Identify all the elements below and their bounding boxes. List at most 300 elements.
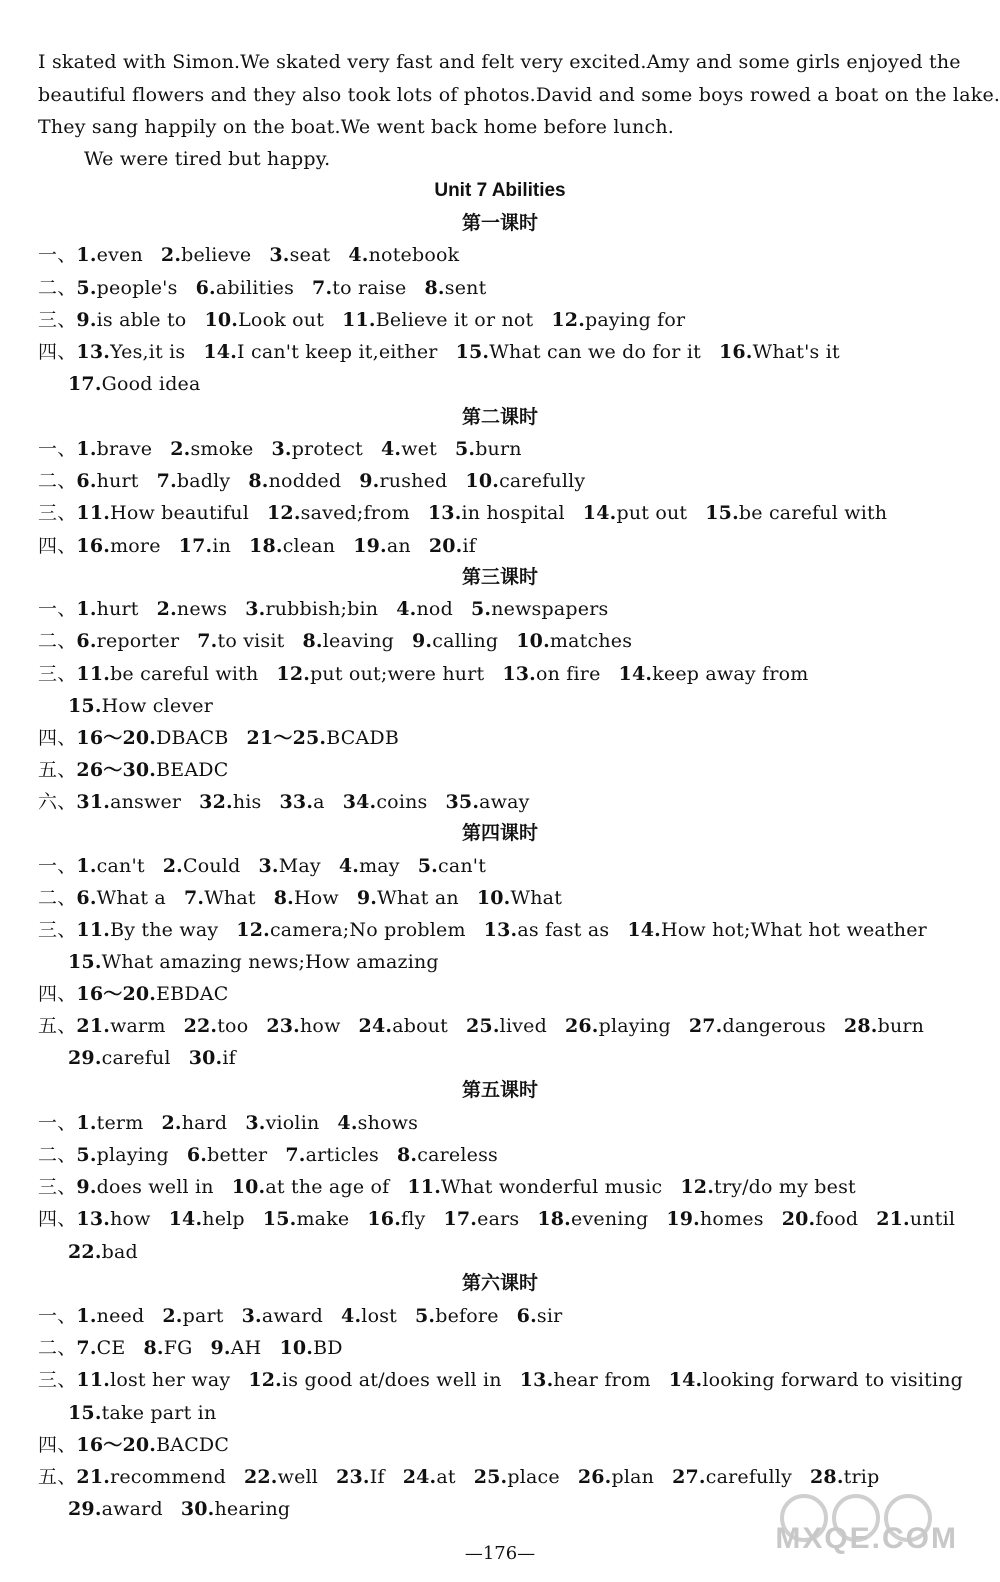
answer-number: 19. <box>353 535 387 557</box>
answer-text: BACDC <box>156 1434 230 1456</box>
answer-item <box>565 1015 671 1037</box>
answer-number: 26. <box>577 1466 612 1488</box>
answer-number: 2. <box>162 855 183 877</box>
answer-text: if <box>462 535 477 557</box>
section-prefix: 一、 <box>38 1112 77 1134</box>
answer-text: BEADC <box>156 759 229 781</box>
answer-number: 14. <box>168 1208 203 1230</box>
answer-text: AH <box>230 1337 262 1359</box>
answer-item <box>782 1208 859 1230</box>
answer-text: take part in <box>101 1402 217 1424</box>
answer-item <box>280 791 325 813</box>
answer-text: camera;No problem <box>269 919 466 941</box>
answer-text: on fire <box>535 663 601 685</box>
answer-item <box>242 1305 323 1327</box>
answer-number: 28. <box>843 1015 878 1037</box>
answer-number: 25. <box>466 1015 500 1037</box>
answer-text: saved;from <box>300 502 410 524</box>
answer-text: can't <box>438 855 487 877</box>
answer-number: 2. <box>162 1305 183 1327</box>
answer-number: 16～20. <box>76 983 157 1005</box>
answer-text: award <box>261 1305 324 1327</box>
section-prefix: 二、 <box>38 1337 77 1359</box>
answer-number: 5. <box>417 855 438 877</box>
answer-text: well <box>277 1466 319 1488</box>
answer-text: nod <box>416 598 453 620</box>
section-prefix: 四、 <box>38 341 77 363</box>
answer-text: put out <box>616 502 688 524</box>
answer-number: 13. <box>519 1369 554 1391</box>
answer-text: be careful with <box>738 502 888 524</box>
lesson-title: 第五课时 <box>461 1079 538 1101</box>
answer-text: brave <box>96 438 153 460</box>
answer-number: 9. <box>76 1176 97 1198</box>
answer-number: 10. <box>204 309 239 331</box>
answer-item <box>76 1144 168 1166</box>
section-prefix: 四、 <box>38 1208 77 1230</box>
answer-text: hurt <box>96 598 139 620</box>
answer-item <box>245 1112 319 1134</box>
answer-text: May <box>278 855 321 877</box>
answer-text: How beautiful <box>110 502 250 524</box>
answer-number: 20. <box>428 535 463 557</box>
answer-number: 28. <box>810 1466 844 1488</box>
answer-text: before <box>435 1305 499 1327</box>
answer-text: clean <box>282 535 336 557</box>
answer-text: I can't keep it,either <box>237 341 438 363</box>
answer-number: 12. <box>267 502 301 524</box>
answer-number: 13. <box>76 1208 111 1230</box>
answer-number: 15. <box>455 341 490 363</box>
answer-row <box>68 950 968 974</box>
answer-number: 13. <box>502 663 536 685</box>
answer-row <box>38 243 968 267</box>
answer-number: 6. <box>195 277 216 299</box>
answer-number: 3. <box>258 855 279 877</box>
answer-item <box>844 1015 924 1037</box>
answer-number: 11. <box>76 1369 111 1391</box>
answer-item <box>169 1208 245 1230</box>
answer-text: What <box>204 887 256 909</box>
answer-item <box>339 855 400 877</box>
answer-item <box>876 1208 955 1230</box>
answer-text: calling <box>432 630 499 652</box>
answer-number: 6. <box>186 1144 208 1166</box>
answer-number: 7. <box>312 277 333 299</box>
answer-number: 8. <box>273 887 294 909</box>
answer-item <box>403 1466 456 1488</box>
answer-text: leaving <box>322 630 394 652</box>
answer-text: By the way <box>110 919 219 941</box>
answer-item <box>336 1466 385 1488</box>
answer-item <box>232 1176 390 1198</box>
answer-row <box>38 1433 968 1457</box>
answer-number: 16～20. <box>76 1434 157 1456</box>
answer-number: 4. <box>337 1112 358 1134</box>
answer-item <box>669 1369 963 1391</box>
answer-number: 12. <box>236 919 270 941</box>
answer-text: What an <box>377 887 459 909</box>
answer-text: away <box>479 791 530 813</box>
answer-number: 9. <box>76 309 97 331</box>
answer-number: 22. <box>183 1015 218 1037</box>
answer-text: too <box>217 1015 249 1037</box>
answer-row <box>38 1368 968 1392</box>
answer-number: 9. <box>359 470 380 492</box>
answer-item <box>465 470 585 492</box>
answer-item <box>76 759 228 781</box>
answer-text: looking forward to visiting <box>702 1369 964 1391</box>
answer-number: 31. <box>76 791 111 813</box>
answer-number: 10. <box>516 630 550 652</box>
answer-number: 1. <box>76 244 97 266</box>
answer-number: 2. <box>160 244 182 266</box>
answer-item <box>210 1337 261 1359</box>
answer-number: 35. <box>445 791 480 813</box>
answer-text: in hospital <box>461 502 565 524</box>
lesson-title: 第四课时 <box>461 822 538 844</box>
answer-text: lost <box>361 1305 397 1327</box>
answer-number: 24. <box>358 1015 393 1037</box>
answer-text: notebook <box>368 244 460 266</box>
answer-text: put out;were hurt <box>310 663 485 685</box>
answer-text: to raise <box>332 277 407 299</box>
answer-item <box>76 1305 144 1327</box>
answer-number: 27. <box>688 1015 723 1037</box>
answer-text: hard <box>181 1112 228 1134</box>
answer-number: 14. <box>618 663 653 685</box>
answer-item <box>266 1015 340 1037</box>
section-prefix: 三、 <box>38 919 77 941</box>
answer-item <box>161 1112 227 1134</box>
section-prefix: 一、 <box>38 1305 77 1327</box>
answer-item <box>248 1369 501 1391</box>
answer-number: 27. <box>672 1466 706 1488</box>
answer-text: until <box>909 1208 956 1230</box>
answer-text: coins <box>376 791 428 813</box>
answer-number: 34. <box>342 791 377 813</box>
answer-number: 21～25. <box>246 727 327 749</box>
answer-item <box>68 373 201 395</box>
answer-number: 15. <box>68 695 102 717</box>
section-prefix: 一、 <box>38 598 77 620</box>
intro-line: They sang happily on the boat.We went back home before lunch. <box>38 116 674 138</box>
answer-text: if <box>222 1047 236 1069</box>
answer-item <box>418 855 486 877</box>
answer-text: at <box>436 1466 456 1488</box>
unit-title: Unit 7 Abilities <box>434 180 566 201</box>
section-prefix: 三、 <box>38 1369 77 1391</box>
answer-text: paying for <box>585 309 686 331</box>
answer-item <box>76 1466 226 1488</box>
answer-number: 13. <box>427 502 462 524</box>
answer-number: 4. <box>338 855 360 877</box>
answer-number: 14. <box>203 341 238 363</box>
answer-item <box>68 1402 216 1424</box>
answer-item <box>429 535 476 557</box>
answer-text: What's it <box>752 341 840 363</box>
answer-number: 8. <box>424 277 445 299</box>
answer-number: 30. <box>188 1047 223 1069</box>
answer-number: 6. <box>516 1305 537 1327</box>
answer-text: is good at/does well in <box>282 1369 502 1391</box>
answer-item <box>415 1305 499 1327</box>
answer-text: keep away from <box>652 663 809 685</box>
answer-row <box>38 534 968 558</box>
answer-text: lost her way <box>110 1369 231 1391</box>
answer-number: 26～30. <box>76 759 157 781</box>
answer-number: 17. <box>443 1208 478 1230</box>
lesson-title: 第三课时 <box>461 566 538 588</box>
answer-number: 7. <box>156 470 177 492</box>
answer-item <box>263 1208 350 1230</box>
answer-row <box>38 982 968 1006</box>
answer-number: 5. <box>470 598 492 620</box>
answer-number: 20. <box>781 1208 816 1230</box>
answer-text: warm <box>110 1015 166 1037</box>
intro-line: We were tired but happy. <box>84 148 331 170</box>
answer-item <box>189 1047 236 1069</box>
answer-text: believe <box>181 244 252 266</box>
answer-item <box>68 1498 163 1520</box>
answer-number: 29. <box>68 1047 102 1069</box>
answer-text: dangerous <box>722 1015 826 1037</box>
answer-number: 3. <box>245 1112 266 1134</box>
answer-text: How hot;What hot weather <box>660 919 927 941</box>
answer-item <box>163 855 241 877</box>
answer-text: can't <box>96 855 145 877</box>
answer-text: carefully <box>705 1466 793 1488</box>
answer-item <box>520 1369 651 1391</box>
answer-text: EBDAC <box>156 983 229 1005</box>
answer-item <box>359 1015 448 1037</box>
answer-number: 13. <box>483 919 518 941</box>
answer-item <box>76 598 138 620</box>
answer-item <box>162 1305 223 1327</box>
answer-number: 5. <box>415 1305 436 1327</box>
answer-number: 15. <box>68 951 102 973</box>
answer-row <box>38 918 968 942</box>
answer-number: 10. <box>465 470 500 492</box>
answer-item <box>477 887 562 909</box>
answer-text: hearing <box>214 1498 291 1520</box>
answer-item <box>381 438 437 460</box>
answer-text: sir <box>536 1305 563 1327</box>
section-prefix: 六、 <box>38 791 77 813</box>
answer-item <box>705 502 887 524</box>
answer-text: playing <box>598 1015 671 1037</box>
section-prefix: 五、 <box>38 759 77 781</box>
section-prefix: 二、 <box>38 1144 77 1166</box>
answer-number: 6. <box>76 630 97 652</box>
answer-row <box>38 854 968 878</box>
answer-text: How clever <box>101 695 213 717</box>
answer-number: 2. <box>161 1112 182 1134</box>
answer-text: Good idea <box>101 373 201 395</box>
answer-item <box>471 598 608 620</box>
answer-row <box>38 597 968 621</box>
answer-text: smoke <box>190 438 254 460</box>
answer-number: 3. <box>241 1305 262 1327</box>
answer-text: Could <box>182 855 241 877</box>
answer-row <box>38 758 968 782</box>
answer-row <box>38 340 968 364</box>
answer-number: 11. <box>342 309 376 331</box>
answer-item <box>516 630 632 652</box>
answer-item <box>76 919 218 941</box>
answer-number: 8. <box>248 470 269 492</box>
answer-number: 14. <box>582 502 617 524</box>
answer-item <box>204 309 324 331</box>
answer-row <box>38 1207 968 1231</box>
answer-item <box>337 1112 418 1134</box>
answer-text: try/do my best <box>714 1176 856 1198</box>
answer-text: more <box>110 535 161 557</box>
answer-item <box>76 791 181 813</box>
answer-item <box>517 1305 563 1327</box>
answer-text: matches <box>549 630 633 652</box>
answer-row <box>38 1304 968 1328</box>
answer-number: 1. <box>76 855 97 877</box>
answer-text: violin <box>265 1112 320 1134</box>
answer-item <box>170 438 253 460</box>
answer-item <box>276 663 484 685</box>
answer-item <box>619 663 809 685</box>
answer-number: 5. <box>76 1144 97 1166</box>
section-prefix: 一、 <box>38 438 77 460</box>
answer-number: 11. <box>407 1176 442 1198</box>
answer-text: how <box>300 1015 341 1037</box>
answer-text: does well in <box>96 1176 214 1198</box>
answer-text: hear from <box>553 1369 651 1391</box>
answer-item <box>76 887 166 909</box>
answer-item <box>269 244 330 266</box>
answer-item <box>76 470 138 492</box>
section-prefix: 二、 <box>38 470 77 492</box>
answer-number: 22. <box>68 1241 102 1263</box>
answer-number: 23. <box>266 1015 300 1037</box>
answer-row <box>68 1240 968 1264</box>
answer-item <box>446 791 530 813</box>
answer-text: badly <box>176 470 231 492</box>
answer-number: 13. <box>76 341 111 363</box>
answer-item <box>271 438 363 460</box>
answer-item <box>359 470 447 492</box>
answer-item <box>279 1337 342 1359</box>
answer-item <box>583 502 687 524</box>
section-prefix: 四、 <box>38 1434 77 1456</box>
answer-item <box>249 535 335 557</box>
answer-item <box>248 470 341 492</box>
answer-number: 16. <box>367 1208 402 1230</box>
answer-item <box>551 309 685 331</box>
answer-number: 18. <box>537 1208 571 1230</box>
answer-text: careful <box>101 1047 171 1069</box>
answer-row <box>38 1175 968 1199</box>
section-prefix: 四、 <box>38 727 77 749</box>
answer-item <box>76 1112 143 1134</box>
answer-item <box>76 855 144 877</box>
answer-item <box>197 630 284 652</box>
answer-item <box>143 1337 192 1359</box>
answer-number: 15. <box>68 1402 102 1424</box>
answer-item <box>76 309 186 331</box>
answer-number: 6. <box>76 887 97 909</box>
answer-item <box>68 695 213 717</box>
answer-item <box>443 1208 519 1230</box>
answer-item <box>680 1176 856 1198</box>
answer-text: What can we do for it <box>489 341 701 363</box>
answer-text: plan <box>611 1466 655 1488</box>
answer-item <box>474 1466 560 1488</box>
answer-number: 22. <box>243 1466 278 1488</box>
answer-number: 30. <box>180 1498 215 1520</box>
section-prefix: 三、 <box>38 502 77 524</box>
answer-number: 10. <box>231 1176 266 1198</box>
answer-row <box>38 629 968 653</box>
answer-number: 8. <box>302 630 323 652</box>
answer-item <box>666 1208 763 1230</box>
answer-item <box>348 244 459 266</box>
answer-number: 10. <box>279 1337 314 1359</box>
answer-row <box>68 1046 968 1070</box>
answer-text: If <box>369 1466 385 1488</box>
answer-text: food <box>815 1208 859 1230</box>
answer-number: 15. <box>262 1208 297 1230</box>
answer-text: may <box>359 855 400 877</box>
answer-number: 4. <box>341 1305 362 1327</box>
answer-text: articles <box>305 1144 379 1166</box>
answer-item <box>181 1498 290 1520</box>
section-prefix: 四、 <box>38 983 77 1005</box>
answer-item <box>627 919 927 941</box>
answer-number: 3. <box>269 244 290 266</box>
answer-text: bad <box>101 1241 138 1263</box>
answer-item <box>76 1176 213 1198</box>
answer-number: 7. <box>76 1337 97 1359</box>
answer-item <box>76 1369 230 1391</box>
answer-item <box>342 309 533 331</box>
section-prefix: 二、 <box>38 887 77 909</box>
answer-text: burn <box>475 438 522 460</box>
answer-row <box>38 308 968 332</box>
answer-number: 11. <box>76 502 111 524</box>
answer-text: hurt <box>96 470 139 492</box>
section-prefix: 二、 <box>38 630 77 652</box>
answer-text: rushed <box>379 470 448 492</box>
answer-item <box>184 1015 249 1037</box>
answer-text: DBACB <box>156 727 229 749</box>
answer-number: 1. <box>76 598 97 620</box>
answer-number: 11. <box>76 663 111 685</box>
answer-item <box>302 630 394 652</box>
answer-number: 3. <box>245 598 266 620</box>
answer-text: Look out <box>238 309 325 331</box>
answer-text: Believe it or not <box>375 309 534 331</box>
answer-text: careless <box>417 1144 498 1166</box>
answer-text: homes <box>700 1208 764 1230</box>
answer-number: 9. <box>412 630 433 652</box>
answer-item <box>68 1241 138 1263</box>
answer-text: as fast as <box>517 919 610 941</box>
answer-row <box>38 1014 968 1038</box>
answer-item <box>537 1208 648 1230</box>
answer-row <box>38 726 968 750</box>
answer-number: 9. <box>356 887 378 909</box>
answer-text: how <box>110 1208 151 1230</box>
answer-item <box>719 341 840 363</box>
answer-item <box>184 887 256 909</box>
